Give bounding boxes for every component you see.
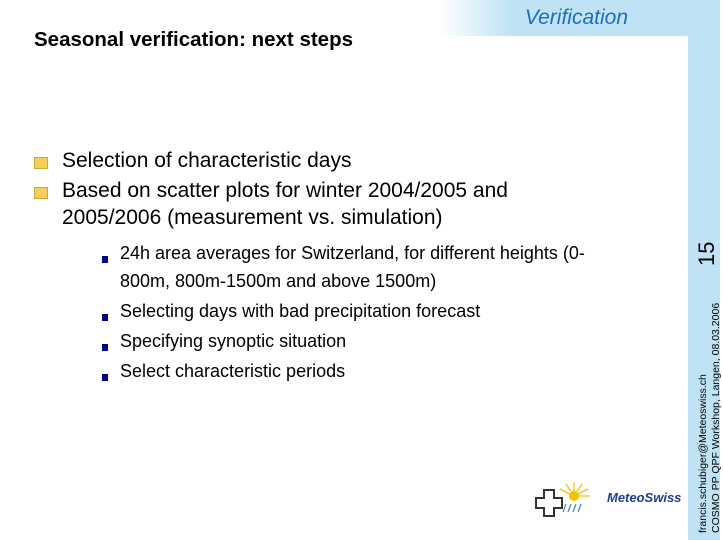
- sub-bullet-text: 24h area averages for Switzerland, for different heights (0-: [120, 243, 585, 263]
- sub-bullet-marker: [102, 314, 108, 321]
- sub-bullet-marker: [102, 344, 108, 351]
- slide-title: Seasonal verification: next steps: [34, 28, 354, 51]
- bullet-text: Selection of characteristic days: [62, 149, 352, 172]
- meteoswiss-logo: [530, 478, 680, 520]
- sub-bullet-text-continued: 800m, 800m-1500m and above 1500m): [120, 271, 437, 291]
- bullet-text: Based on scatter plots for winter 2004/2005 and: [62, 179, 508, 202]
- sub-bullet-text: Specifying synoptic situation: [120, 331, 347, 351]
- swiss-cross-sun-icon: [530, 478, 605, 520]
- bullet-marker: [34, 187, 48, 199]
- page-number: 15: [694, 241, 719, 266]
- bullet-text-continued: 2005/2006 (measurement vs. simulation): [62, 206, 443, 229]
- sub-bullet-marker: [102, 374, 108, 381]
- sub-bullet-marker: [102, 256, 108, 263]
- bullet-marker: [34, 157, 48, 169]
- event-info: COSMO PP QPF Workshop, Langen, 08.03.2006: [710, 302, 722, 533]
- sub-bullet-text: Select characteristic periods: [120, 361, 346, 381]
- footer-credits: [697, 113, 723, 533]
- header-corner-block: [640, 0, 720, 36]
- section-label: Verification: [524, 6, 628, 29]
- author-email: francis.schubiger@Meteoswiss.ch: [697, 374, 709, 533]
- sub-bullet-text: Selecting days with bad precipitation forecast: [120, 301, 481, 321]
- logo-wordmark: MeteoSwiss: [607, 490, 682, 505]
